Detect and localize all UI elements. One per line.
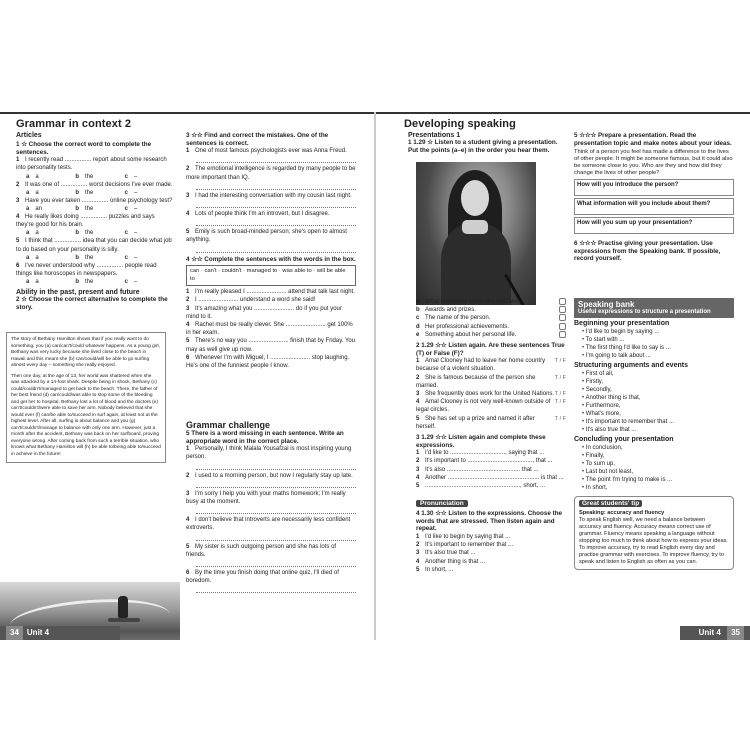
item-number: 2 [16, 181, 20, 188]
item-text: It's also ............................................ that ... [425, 466, 539, 473]
tf-choice: T / F [554, 415, 566, 422]
answer-line [196, 560, 356, 567]
exercise-item [416, 398, 566, 414]
option-text: – [134, 189, 138, 196]
ex6-instruction: 6 ☆☆☆ Practise giving your presentation. Use expressions from the Speaking bank. If possible, record yourself. [574, 240, 721, 263]
option-text: – [134, 279, 138, 286]
item-number: 1 [416, 450, 420, 457]
tf-choice: T / F [554, 374, 566, 381]
exercise-item [416, 314, 566, 322]
option-letter: a [26, 173, 30, 180]
option-a [26, 254, 75, 262]
exercise-item [186, 305, 356, 321]
item-text: I think that ................ idea that you can decide what job to do based on your personality is silly. [16, 238, 172, 253]
speaking-bank [574, 298, 734, 570]
answer-line [196, 156, 356, 163]
item-options [26, 205, 174, 213]
option-letter: c [124, 254, 128, 261]
exercise-item [16, 237, 174, 261]
order-box[interactable] [559, 298, 566, 305]
option-text: the [85, 206, 94, 212]
ex3-list [186, 147, 356, 252]
option-a [26, 229, 75, 237]
option-b [75, 229, 124, 237]
option-b [75, 189, 124, 197]
option-letter: c [124, 230, 128, 237]
item-number: 5 [186, 338, 190, 345]
top-rule [376, 112, 750, 114]
option-text: the [85, 230, 94, 237]
tf-list [416, 357, 566, 431]
option-letter: a [26, 206, 30, 212]
item-letter: e [416, 331, 420, 338]
ex1-block [16, 132, 174, 311]
page-number: 35 [727, 626, 744, 640]
item-number: 4 [186, 322, 190, 329]
bank-group-heading: Concluding your presentation [574, 436, 674, 443]
order-box[interactable] [559, 323, 566, 330]
tf-choice: T / F [554, 358, 566, 365]
item-text: She frequently does work for the United Nations. [425, 391, 555, 398]
option-letter: a [26, 279, 30, 286]
speaking-bank-header: Speaking bank Useful expressions to structure a presentation [574, 298, 734, 318]
item-number: 2 [416, 458, 420, 465]
exercise-item [416, 306, 566, 314]
topic-text: Think of a person you feel has made a difference to the lives of other people. It might be someone famous, but it could also be someone close to you. Who are they and how did they change the lives of other people? [574, 149, 733, 177]
answer-boxes [574, 179, 734, 234]
ex1-list-wrap [416, 298, 566, 574]
item-text: It was one of ................ worst decisions I've ever made. [25, 181, 173, 188]
bank-item: • The point I'm trying to make is ... [582, 476, 734, 484]
exercise-item [416, 566, 566, 574]
answer-line [196, 463, 356, 470]
exercise-item [186, 569, 356, 585]
item-number: 2 [416, 374, 420, 381]
item-number: 3 [416, 550, 420, 557]
item-text: ........................................................., short, ... [425, 483, 546, 490]
option-letter: b [75, 254, 79, 261]
option-letter: b [75, 279, 79, 286]
item-text: He really likes doing ................ puzzles and says they're good for his brain. [16, 214, 155, 229]
option-text: – [134, 230, 138, 237]
item-text: I used to a morning person, but now I regularly stay up late. [195, 472, 353, 479]
ex3-block [186, 132, 356, 370]
item-number: 4 [186, 211, 190, 217]
option-c [125, 278, 174, 286]
unit-label: Unit 4 [26, 628, 50, 637]
option-letter: b [75, 206, 79, 212]
left-page [0, 112, 374, 640]
students-tip [574, 496, 734, 570]
item-text: Whenever I'm with Miguel, I ........................ stop laughing. He's one of the funniest people I know. [186, 354, 350, 370]
exercise-item [16, 262, 174, 286]
item-letter: c [416, 315, 420, 322]
ex5-instruction: 5 ☆☆☆ Prepare a presentation. Read the presentation topic and make notes about your ideas. [574, 132, 732, 147]
item-number: 1 [186, 446, 190, 453]
bank-list [574, 444, 734, 492]
exercise-item [416, 541, 566, 549]
option-text: – [134, 206, 138, 212]
item-number: 1 [186, 148, 190, 155]
exercise-item [186, 445, 356, 461]
pronunciation-header [416, 492, 566, 510]
item-number: 3 [186, 490, 190, 497]
bank-item: • I'd like to begin by saying ... [582, 328, 734, 336]
option-a [26, 189, 75, 197]
item-text: Lots of people think I'm an introvert, but I disagree. [195, 211, 330, 217]
option-b [75, 254, 124, 262]
order-box[interactable] [559, 306, 566, 313]
bank-item: • Secondly, [582, 386, 734, 394]
option-letter: a [26, 254, 30, 261]
item-text: I'd like to ................................., saying that ... [425, 450, 545, 457]
option-b [75, 278, 124, 286]
bank-item: • Another thing is that, [582, 394, 734, 402]
exercise-item [416, 474, 566, 482]
expressions-list [416, 449, 566, 490]
option-c [125, 229, 174, 237]
item-number: 5 [186, 229, 190, 236]
item-number: 6 [186, 354, 190, 361]
exercise-item [416, 466, 566, 474]
item-text: I'm sorry I help you with your maths homework; I'm really busy at the moment. [186, 490, 346, 505]
option-text: – [134, 173, 138, 180]
exercise-item [186, 516, 356, 532]
bank-item: • Firstly, [582, 378, 734, 386]
bank-item: • In conclusion, [582, 444, 734, 452]
points-list [416, 298, 566, 339]
exercise-item [416, 449, 566, 457]
presentations-label: Presentations 1 [408, 132, 461, 139]
option-letter: b [75, 230, 79, 237]
exercise-item [186, 337, 356, 353]
bank-group-heading: Structuring arguments and events [574, 362, 688, 369]
ex4-instruction: 4 ☆☆ Complete the sentences with the words in the box. [186, 255, 356, 263]
option-text: a [35, 279, 39, 286]
item-options [26, 189, 174, 197]
option-letter: c [124, 279, 128, 286]
ex3-instruction: 3 ☆☆ Find and correct the mistakes. One of the sentences is correct. [186, 132, 329, 147]
item-text: In short, ... [425, 566, 454, 573]
item-text: It's important to ......................................., that ... [425, 458, 553, 465]
ability-label: Ability in the past, present and future [16, 289, 140, 297]
exercise-item [186, 228, 356, 244]
answer-line [196, 534, 356, 541]
exercise-item [186, 296, 356, 304]
answer-line [196, 481, 356, 488]
item-number: 4 [416, 558, 420, 565]
exercise-item [416, 533, 566, 541]
item-number: 2 [186, 472, 190, 479]
item-text: She has set up a prize and named it after herself. [416, 415, 535, 430]
item-number: 3 [16, 197, 20, 204]
bank-item: • It's also true that ... [582, 426, 734, 434]
bank-item: • Furthermore, [582, 402, 734, 410]
option-text: a [35, 230, 39, 237]
exercise-item [416, 558, 566, 566]
bank-item: • It's important to remember that ... [582, 418, 734, 426]
item-text: Emily is such broad-minded person; she's open to almost anything. [186, 229, 347, 244]
ex1-instruction: 1 ☆ Choose the correct word to complete the sentences. [16, 141, 152, 156]
option-text: the [85, 173, 94, 180]
item-number: 5 [416, 566, 420, 573]
bank-item: • I'm going to talk about ... [582, 352, 734, 360]
item-letter: b [416, 307, 420, 314]
item-text: It's important to remember that ... [425, 542, 514, 549]
option-a [26, 278, 75, 286]
option-letter: a [26, 189, 30, 196]
item-text: Amal Clooney is not very well-known outside of legal circles. [416, 399, 551, 414]
tip-heading: Speaking: accuracy and fluency [579, 510, 665, 516]
item-options [26, 173, 174, 181]
exercise-item [416, 357, 566, 373]
story-paragraph-2: Then one day, at the age of 13, her world was shattered when she was attacked by a 14-foot shark. Despite being in shock, Bethany (c) could/couldn't/managed to get back to the beach. There, the father of her best friend (d) can/could/was able to stop some of the bleeding and get her to hospital. Bethany lost a lot of blood and the doctors (e) can't/couldn't/were able to save her arm. Nobody believed that she would ever (f) can/be able to/succeed in surf again, at least not at the highest level. After all, surfing is about balance and you (g) can't/couldn't/manage to balance with only one arm. However, just a month after the accident, Bethany was back on her surfboard, proving everyone wrong. After coming back from such a terrible situation, who knows what Bethany Hamilton will (h) be able to/being able to/succeed in achieve in the future! [11, 373, 161, 457]
item-options [26, 229, 174, 237]
option-a [26, 173, 75, 181]
answer-line [196, 219, 356, 226]
item-number: 4 [186, 517, 190, 524]
exercise-item [186, 147, 356, 155]
exercise-item [186, 472, 356, 480]
exercise-item [186, 192, 356, 200]
option-text: the [85, 254, 94, 261]
tf-choice: T / F [554, 391, 566, 398]
item-number: 3 [186, 305, 190, 312]
item-number: 4 [416, 474, 420, 481]
item-text: I don't believe that introverts are necessarily less confident extroverts. [186, 517, 351, 532]
option-b [75, 173, 124, 181]
exercise-item [186, 321, 356, 337]
item-number: 3 [186, 192, 190, 199]
photo-hands [462, 220, 488, 234]
item-text: Amal Clooney had to leave her home country because of a violent situation. [416, 358, 546, 373]
answer-box: What information will you include about them? [574, 198, 734, 215]
bank-item: • What's more, [582, 410, 734, 418]
item-letter: d [416, 323, 420, 330]
exercise-item [16, 181, 174, 197]
answer-line [196, 201, 356, 208]
unit-label: Unit 4 [698, 628, 721, 637]
page-number: 34 [6, 626, 23, 640]
ex2-instruction: 2 ☆ Choose the correct alternative to complete the story. [16, 296, 168, 311]
bank-item: • To sum up, [582, 460, 734, 468]
option-letter: b [75, 173, 79, 180]
item-number: 4 [416, 399, 420, 406]
item-text: I've never understood why ................ people read things like horoscopes in newspapers. [16, 262, 157, 278]
item-text: By the time you finish doing that online quiz, I'll died of boredom. [186, 570, 339, 585]
ex5-list [186, 445, 356, 593]
option-b [75, 205, 124, 213]
bank-item: • In short, [582, 484, 734, 492]
item-text: What happened when she was two. [425, 299, 520, 305]
ex5-instruction: 5 There is a word missing in each sentence. Write an appropriate word in the correct place. [186, 430, 344, 445]
item-number: 3 [416, 466, 420, 473]
exercise-item [416, 298, 566, 306]
option-letter: c [124, 173, 128, 180]
option-text: an [35, 206, 43, 212]
tf-choice: T / F [554, 399, 566, 406]
item-number: 1 [416, 358, 420, 365]
bank-list [574, 328, 734, 360]
top-rule [0, 112, 374, 114]
answer-line [196, 246, 356, 253]
item-text: The emotional intelligence is regarded by many people to be more important than IQ. [186, 166, 356, 181]
pronunciation-tag: Pronunciation [416, 500, 468, 507]
item-text: My sister is such outgoing person and she has lots of friends. [186, 543, 337, 558]
articles-label: Articles [16, 132, 42, 139]
item-text: It's amazing what you ........................ do if you put your mind to it. [186, 305, 342, 320]
answer-line [196, 183, 356, 190]
bank-item: • To start with ... [582, 336, 734, 344]
item-options [26, 278, 174, 286]
exercise-item [416, 457, 566, 465]
order-box[interactable] [559, 331, 566, 338]
bank-item: • Finally, [582, 452, 734, 460]
exercise-item [16, 213, 174, 237]
section-title: Developing speaking [404, 118, 516, 130]
option-c [125, 189, 174, 197]
right-page [376, 112, 750, 640]
ex3-instruction: 3 1.29 ☆☆ Listen again and complete these expressions. [416, 434, 546, 449]
item-number: 2 [416, 542, 420, 549]
item-number: 2 [186, 297, 190, 304]
item-text: Awards and prizes. [425, 307, 476, 314]
item-text: There's no way you ........................ finish that by Friday. You may as well give up now. [186, 338, 356, 353]
photo-body [441, 224, 511, 305]
item-text: She is famous because of the person she married. [416, 374, 536, 389]
item-text: Something about her personal life. [425, 331, 517, 338]
item-number: 5 [416, 415, 420, 422]
exercise-item [16, 197, 174, 213]
item-number: 6 [16, 262, 20, 269]
ex2-instruction: 2 1.29 ☆☆ Listen again. Are these sentences True (T) or False (F)? [416, 342, 565, 357]
item-number: 2 [186, 166, 190, 173]
photo-face [461, 180, 489, 216]
option-c [125, 205, 174, 213]
ex1-block [408, 132, 558, 154]
item-number: 5 [16, 238, 20, 245]
amal-clooney-photo [416, 162, 536, 305]
word-box: can · can't · couldn't · managed to · was able to · will be able to [186, 265, 356, 286]
exercise-item [186, 210, 356, 218]
surfboard-shape [108, 618, 140, 622]
item-number: 4 [16, 214, 20, 220]
answer-line [196, 586, 356, 593]
exercise-item [186, 288, 356, 296]
option-text: a [35, 254, 39, 261]
exercise-item [416, 323, 566, 331]
item-text: Rachel must be really clever. She ........................ get 100% in her exam. [186, 322, 353, 337]
item-text: The name of the person. [425, 315, 491, 322]
item-text: I'm really pleased I ........................ attend that talk last night. [195, 289, 355, 296]
ex4-instruction: 4 1.30 ☆☆ Listen to the expressions. Choose the words that are stressed. Then listen again and repeat. [416, 510, 563, 533]
stress-list [416, 533, 566, 574]
exercise-item [416, 331, 566, 339]
option-text: the [85, 189, 94, 196]
item-text: Have you ever taken ................ online psychology test? [25, 197, 173, 204]
option-text: the [85, 279, 94, 286]
item-text: It's also true that ... [425, 550, 476, 557]
item-text: I'd like to begin by saying that ... [425, 534, 511, 541]
item-number: 1 [186, 289, 190, 296]
item-letter: a [416, 299, 420, 305]
option-letter: c [124, 206, 128, 212]
story-box [6, 332, 166, 463]
surfer-figure [118, 596, 128, 618]
ex1-instruction: 1 1.29 ☆ Listen to a student giving a presentation. Put the points (a–e) in the order you hear them. [408, 139, 558, 154]
option-letter: c [124, 189, 128, 196]
left-footer [0, 626, 120, 640]
option-a [26, 205, 75, 213]
option-text: – [134, 254, 138, 261]
item-number: 1 [16, 157, 20, 164]
option-text: a [35, 173, 39, 180]
answer-box: How will you sum up your presentation? [574, 217, 734, 234]
item-text: I had the interesting conversation with my cousin last night. [195, 192, 352, 199]
item-text: Her professional achievements. [425, 323, 510, 330]
item-number: 5 [416, 483, 420, 490]
exercise-item [16, 156, 174, 180]
order-box[interactable] [559, 314, 566, 321]
answer-box: How will you introduce the person? [574, 179, 734, 196]
option-c [125, 254, 174, 262]
exercise-item [186, 490, 356, 506]
item-text: Another ....................................................... is that ... [425, 474, 564, 481]
bank-list [574, 370, 734, 434]
right-footer [680, 626, 750, 640]
exercise-item [416, 549, 566, 557]
option-text: a [35, 189, 39, 196]
challenge-block [186, 420, 356, 595]
section-title: Grammar in context 2 [16, 118, 132, 130]
ex1-list [16, 156, 174, 286]
item-number: 1 [416, 534, 420, 541]
bank-item: • The first thing I'd like to say is ... [582, 344, 734, 352]
challenge-title: Grammar challenge [186, 420, 271, 430]
item-text: One of most famous psychologists ever was Anna Freud. [195, 148, 347, 155]
option-letter: a [26, 230, 30, 237]
bank-item: • Last but not least, [582, 468, 734, 476]
ex5-block [574, 132, 734, 263]
exercise-item [416, 482, 566, 490]
exercise-item [186, 543, 356, 559]
bank-group-heading: Beginning your presentation [574, 320, 670, 327]
item-number: 5 [186, 543, 190, 550]
item-options [26, 254, 174, 262]
exercise-item [416, 374, 566, 390]
item-text: I recently read ................ report about some research into personality tests. [16, 157, 167, 172]
option-c [125, 173, 174, 181]
tip-text: To speak English well, we need a balance between accuracy and fluency. Accuracy means correct use of grammar. Fluency means speaking a language without stopping too much to think about how to express your ideas. To improve accuracy, try to read English every day and practise grammar with exercises. To improve fluency, try to speak and listen to English as often as you can. [579, 517, 728, 565]
exercise-item [186, 354, 356, 370]
exercise-item [416, 390, 566, 398]
tip-tag: Great students' tip [579, 500, 642, 507]
item-text: I ........................ understand a word she said! [195, 297, 316, 304]
speaking-bank-groups [574, 320, 734, 492]
exercise-item [186, 165, 356, 181]
item-number: 3 [416, 391, 420, 398]
item-number: 6 [186, 570, 190, 577]
exercise-item [416, 415, 566, 431]
bank-item: • First of all, [582, 370, 734, 378]
answer-line [196, 507, 356, 514]
item-text: Personally, I think Malala Yousafzai is most inspiring young person. [186, 446, 352, 461]
story-paragraph-1: The story of Bethany Hamilton shows that if you really want to do something, you (a) can/can't/could whatever happens. As a young girl, Bethany was very lucky because she lived close to the beach in Hawaii and this meant she (b) can/could/will be able to go surfing almost every day – something she really enjoyed. [11, 337, 160, 368]
item-text: Another thing is that ... [425, 558, 486, 565]
option-letter: b [75, 189, 79, 196]
ex4-list [186, 288, 356, 370]
